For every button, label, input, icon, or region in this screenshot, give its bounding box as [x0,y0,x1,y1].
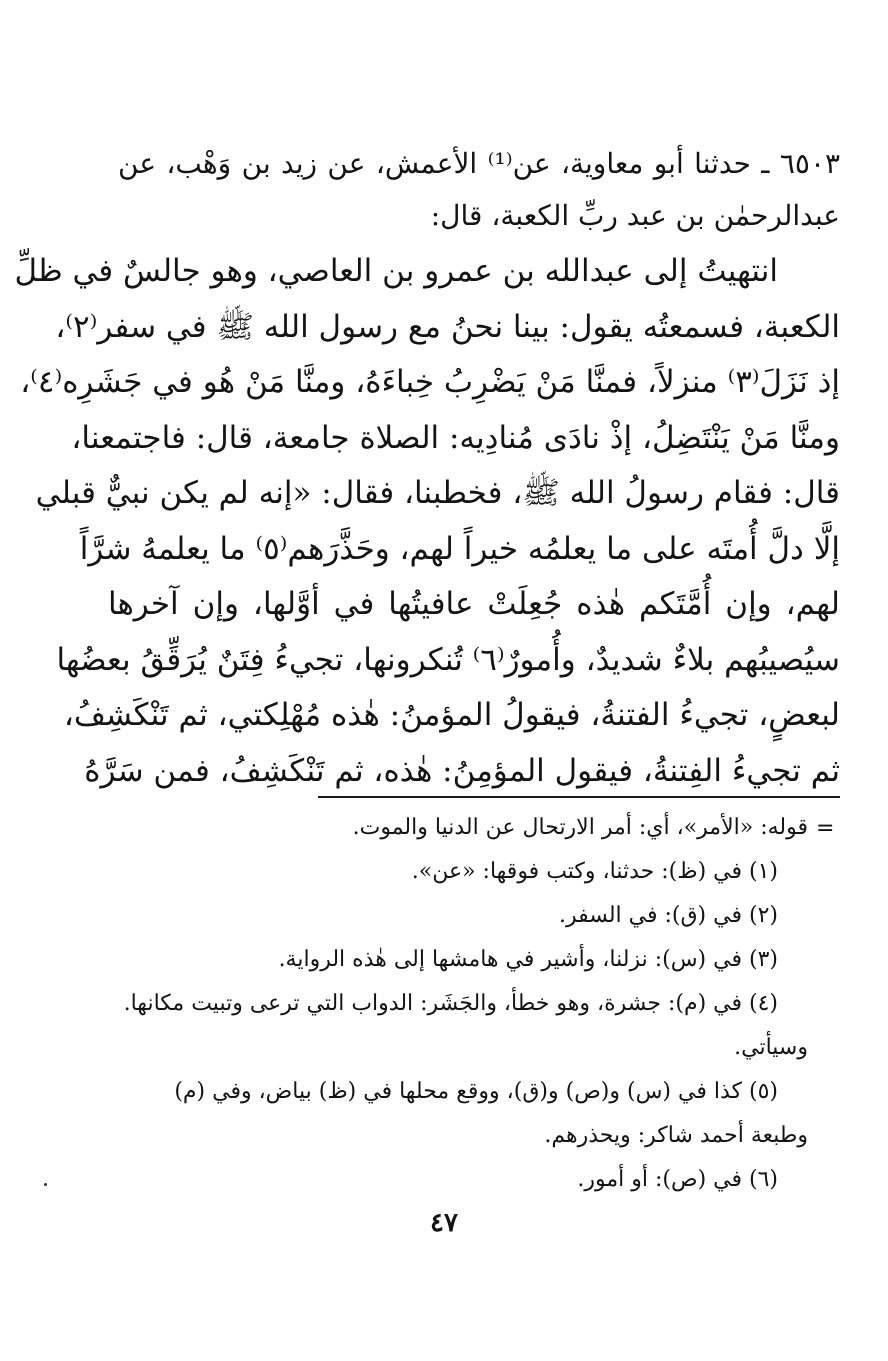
footnote-carry-over: قوله: «الأمر»، أي: أمر الارتحال عن الدنيا والموت. [352,815,808,840]
matn-line-6: إلَّا دلَّ أُمتَه على ما يعلمُه خيراً لهم، وحَذَّرَهم⁽٥⁾ ما يعلمهُ شرَّاً [79,530,840,567]
matn-line-3: إذ نَزَلَ⁽٣⁾ منزلاً، فمنَّا مَنْ يَضْرِبُ خِباءَهُ، ومنَّا مَنْ هُو في جَشَرِه⁽٤⁾، [20,364,840,400]
matn-line-8: سيُصيبُهم بلاءٌ شديدٌ، وأُمورٌ⁽٦⁾ تُنكرونها، تجيءُ فِتَنٌ يُرَقِّقُ بعضُها [56,641,840,678]
matn-line-10: ثم تجيءُ الفِتنةُ، فيقول المؤمِنُ: هٰذه، ثم تَنْكَشِفُ، فمن سَرَّهُ [84,752,840,789]
footnote-1: (١) في (ظ): حدثنا، وكتب فوقها: «عن». [411,859,778,884]
matn-line-9: لبعضٍ، تجيءُ الفتنةُ، فيقولُ المؤمنُ: هٰذه مُهْلِكتي، ثم تَنْكَشِفُ، [63,697,840,733]
matn-line-2: الكعبة، فسمعتُه يقول: بينا نحنُ مع رسول الله ﷺ في سفر⁽٢⁾، [55,308,840,345]
page-number: ٤٧ [430,1208,458,1238]
footnote-separator [318,796,840,798]
matn-line-4: ومنَّا مَنْ يَنْتَضِلُ، إذْ نادَى مُنادِيه: الصلاة جامعة، قال: فاجتمعنا، [71,419,840,456]
hadith-isnad [118,138,840,242]
isnad-line-1: ٦٥٠٣ ـ حدثنا أبو معاوية، عن⁽¹⁾ الأعمش، عن زيد بن وَهْب، عن [118,147,841,180]
isnad-line-2: عبدالرحمٰن بن عبد ربِّ الكعبة، قال: [430,199,840,232]
footnote-4: (٤) في (م): جشرة، وهو خطأ، والجَشَر: الدواب التي ترعى وتبيت مكانها. [123,991,778,1016]
matn-line-5: قال: فقام رسولُ الله ﷺ، فخطبنا، فقال: «إنه لم يكن نبيٌّ قبلي [35,475,840,511]
scan-speck [44,1183,47,1186]
footnote-4-continued: وسيأتي. [734,1035,808,1060]
footnote-6: (٦) في (ص): أو أمور. [577,1167,778,1192]
footnote-5-continued: وطبعة أحمد شاكر: ويحذرهم. [544,1123,808,1148]
matn-line-7: لهم، وإن أُمَّتَكم هٰذه جُعِلَتْ عافيتُها في أوَّلها، وإن آخرها [108,586,840,622]
footnote-2: (٢) في (ق): في السفر. [558,903,778,928]
matn-line-1: انتهيتُ إلى عبدالله بن عمرو بن العاصي، وهو جالسٌ في ظلِّ [14,253,778,289]
footnote-5: (٥) كذا في (س) و(ص) و(ق)، ووقع محلها في (ظ) بياض، وفي (م) [174,1079,778,1104]
footnote-continuation-mark: = [816,816,835,841]
footnote-3: (٣) في (س): نزلنا، وأشير في هامشها إلى هٰذه الرواية. [278,947,778,972]
hadith-matn [14,244,840,799]
footnotes [108,806,808,1202]
